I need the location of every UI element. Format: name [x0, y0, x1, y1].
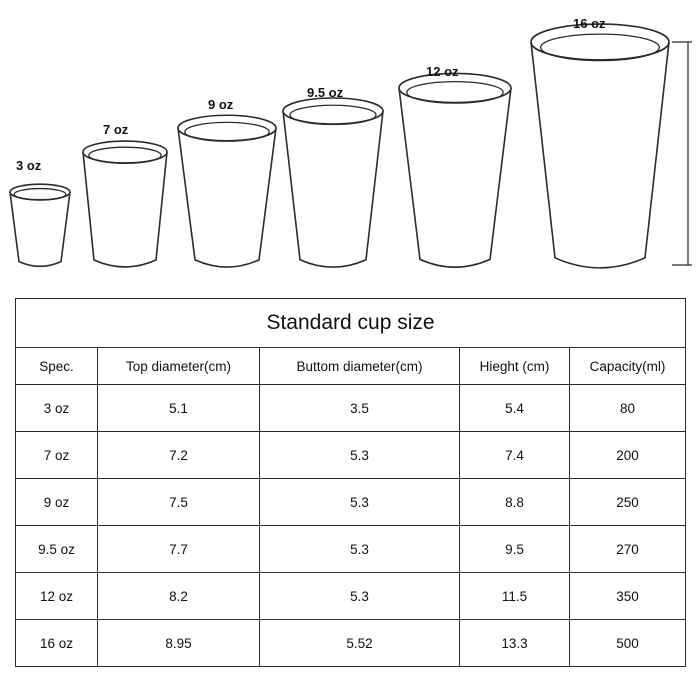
- table-row: [16, 385, 686, 432]
- row-spec-cell: 3 oz: [16, 385, 98, 432]
- column-header: Hieght (cm): [460, 348, 570, 385]
- cup-label-3oz: 3 oz: [16, 158, 42, 173]
- cup-shape: [399, 73, 511, 267]
- table-title: Standard cup size: [16, 299, 686, 348]
- cup-shape: [178, 115, 276, 267]
- cup-label-95oz: 9.5 oz: [307, 85, 344, 100]
- table-cell: 9.5: [460, 526, 570, 573]
- table-cell: 500: [570, 620, 686, 667]
- table-cell: 5.3: [260, 573, 460, 620]
- table-cell: 5.52: [260, 620, 460, 667]
- table-cell: 8.2: [98, 573, 260, 620]
- table-cell: 350: [570, 573, 686, 620]
- table-header-row: [16, 348, 686, 385]
- table-row: [16, 573, 686, 620]
- table-cell: 7.4: [460, 432, 570, 479]
- column-header: Spec.: [16, 348, 98, 385]
- cup-shape: [531, 24, 669, 268]
- cup-shape: [10, 184, 70, 266]
- table-cell: 5.3: [260, 526, 460, 573]
- table-cell: 5.4: [460, 385, 570, 432]
- table-cell: 250: [570, 479, 686, 526]
- row-spec-cell: 9 oz: [16, 479, 98, 526]
- table-row: [16, 432, 686, 479]
- cup-shape: [283, 98, 383, 267]
- table-cell: 8.95: [98, 620, 260, 667]
- column-header: Top diameter(cm): [98, 348, 260, 385]
- row-spec-cell: 12 oz: [16, 573, 98, 620]
- cup-label-9oz: 9 oz: [208, 97, 234, 112]
- table-cell: 5.3: [260, 479, 460, 526]
- cup-size-illustration: [0, 0, 700, 290]
- cup-label-16oz: 16 oz: [573, 16, 606, 31]
- table-cell: 5.3: [260, 432, 460, 479]
- cup-label-12oz: 12 oz: [426, 64, 459, 79]
- table-row: [16, 526, 686, 573]
- table-row: [16, 479, 686, 526]
- table-cell: 7.2: [98, 432, 260, 479]
- table-cell: 80: [570, 385, 686, 432]
- table-cell: 13.3: [460, 620, 570, 667]
- table-cell: 270: [570, 526, 686, 573]
- standard-cup-size-table: [15, 298, 686, 667]
- table-title-row: [16, 299, 686, 348]
- table-cell: 8.8: [460, 479, 570, 526]
- table-cell: 200: [570, 432, 686, 479]
- row-spec-cell: 9.5 oz: [16, 526, 98, 573]
- column-header: Capacity(ml): [570, 348, 686, 385]
- row-spec-cell: 7 oz: [16, 432, 98, 479]
- table-cell: 7.7: [98, 526, 260, 573]
- table-row: [16, 620, 686, 667]
- table-cell: 5.1: [98, 385, 260, 432]
- table-cell: 3.5: [260, 385, 460, 432]
- cup-outlines-svg: [0, 0, 700, 290]
- table-cell: 11.5: [460, 573, 570, 620]
- spec-table-container: [15, 298, 685, 667]
- cup-shape: [83, 141, 167, 267]
- row-spec-cell: 16 oz: [16, 620, 98, 667]
- cup-label-7oz: 7 oz: [103, 122, 129, 137]
- column-header: Buttom diameter(cm): [260, 348, 460, 385]
- table-cell: 7.5: [98, 479, 260, 526]
